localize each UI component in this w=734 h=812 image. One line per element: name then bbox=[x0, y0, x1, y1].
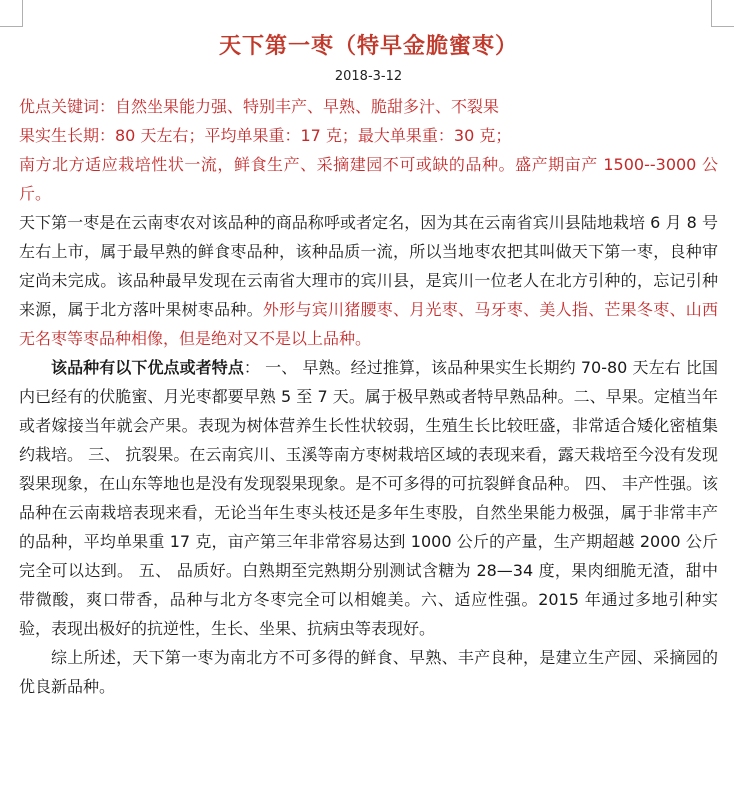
intro-paragraph bbox=[19, 208, 718, 353]
document-title: 天下第一枣（特早金脆蜜枣） bbox=[218, 33, 518, 59]
crop-mark-left bbox=[0, 0, 23, 27]
adaptability-line: 南方北方适应栽培性状一流，鲜食生产、采摘建园不可或缺的品种。盛产期亩产 1500--3000 公斤。 bbox=[19, 155, 718, 203]
keywords-line: 优点关键词：自然坐果能力强、特别丰产、早熟、脆甜多汁、不裂果 bbox=[19, 97, 500, 116]
features-paragraph bbox=[19, 353, 718, 643]
document-body bbox=[19, 92, 718, 701]
document-date: 2018-3-12 bbox=[334, 69, 403, 84]
document-page bbox=[19, 32, 718, 701]
crop-mark-right bbox=[711, 0, 734, 27]
intro-text: 天下第一枣是在云南枣农对该品种的商品称呼或者定名，因为其在云南省宾川县陆地栽培 6 月 8 号左右上市，属于最早熟的鲜食枣品种，该种品质一流，所以当地枣农把其叫做天下第一枣，良种审定尚未完成。该品种最早发现在云南省大理市的宾川县，是宾川一位老人在北方引种的，忘记引种来源，属于北方落叶果树枣品种。 bbox=[19, 213, 718, 319]
growth-line: 果实生长期：80 天左右；平均单果重：17 克；最大单果重：30 克； bbox=[19, 126, 512, 145]
intro-red-text: 外形与宾川猪腰枣、月光枣、马牙枣、美人指、芒果冬枣、山西无名枣等枣品种相像，但是绝对又不是以上品种。 bbox=[19, 300, 718, 348]
conclusion-paragraph: 综上所述，天下第一枣为南北方不可多得的鲜食、早熟、丰产良种，是建立生产园、采摘园的优良新品种。 bbox=[19, 648, 718, 696]
features-text: ： 一、 早熟。经过推算，该品种果实生长期约 70-80 天左右 比国内已经有的伏脆蜜、月光枣都要早熟 5 至 7 天。属于极早熟或者特早熟品种。二、早果。定植当年或者嫁接当年就会产果。表现为树体营养生长性状较弱，生殖生长比较旺盛，非常适合矮化密植集约栽培。 三、 抗裂果。在云南宾川、玉溪等南方枣树栽培区域的表现来看，露天栽培至今没有发现裂果现象，在山东等地也是没有发现裂果现象。是不可多得的可抗裂鲜食品种。 四、 丰产性强。该品种在云南栽培表现来看，无论当年生枣头枝还是多年生枣股，自然坐果能力极强，属于非常丰产的品种，平均单果重 17 克，亩产第三年非常容易达到 1000 公斤的产量，生产期超越 2000 公斤完全可以达到。 五、 品质好。白熟期至完熟期分别测试含糖为 28—34 度，果肉细脆无渣，甜中带微酸，爽口带香，品种与北方冬枣完全可以相媲美。六、适应性强。2015 年通过多地引种实验，表现出极好的抗逆性，生长、坐果、抗病虫等表现好。 bbox=[19, 358, 718, 638]
features-heading: 该品种有以下优点或者特点 bbox=[51, 358, 244, 377]
